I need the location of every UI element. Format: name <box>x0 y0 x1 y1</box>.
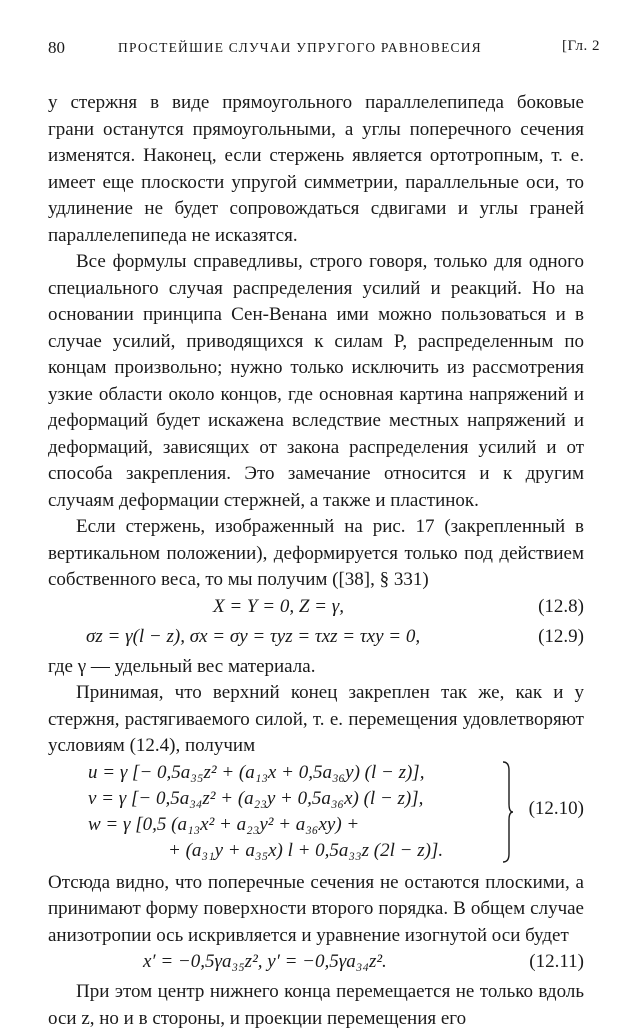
paragraph-1: у стержня в виде прямоугольного параллелепипеда боковые грани останутся прямоугольными, а углы поперечного сечения изменятся. Наконец, если стержень является ортотропным, т. е. имеет еще плоскости упругой симметрии, параллельные оси, то удлинение не будет сопровождаться сдвигами и углы граней параллелепипеда не исказятся. <box>48 92 584 246</box>
equation-12-8-number: (12.8) <box>538 595 584 617</box>
equation-12-9-expression: σz = γ(l − z), σx = σy = τyz = τxz = τxy = 0, <box>86 625 421 647</box>
page-body <box>48 90 584 1032</box>
right-brace <box>502 760 514 864</box>
equation-12-11-number: (12.11) <box>529 951 584 972</box>
running-header <box>48 38 600 60</box>
paragraph-3: Если стержень, изображенный на рис. 17 (закрепленный в вертикальном положении), деформируется только под действием собственного веса, то мы получим ([38], § 331) <box>48 516 584 590</box>
equation-12-10-number: (12.10) <box>528 797 584 819</box>
equation-12-8-expression: X = Y = 0, Z = γ, <box>213 595 344 617</box>
equation-12-11-expression: x′ = −0,5γa₃₅z², y′ = −0,5γa₃₄z². <box>143 951 387 972</box>
running-title: ПРОСТЕЙШИЕ СЛУЧАИ УПРУГОГО РАВНОВЕСИЯ <box>118 40 482 55</box>
equation-12-9-number: (12.9) <box>538 625 584 647</box>
equation-12-10-line-v: v = γ [− 0,5a₃₄z² + (a₂₃y + 0,5a₃₆x) (l − z)], <box>88 787 424 809</box>
page-number: 80 <box>48 38 65 57</box>
paragraph-5: Принимая, что верхний конец закреплен так же, как и у стержня, растягиваемого силой, т. е. перемещения удовлетворяют условиям (12.4), получим <box>48 682 584 756</box>
equation-12-9 <box>48 624 584 654</box>
equation-12-10-line-continuation: + (a₃₁y + a₃₅x) l + 0,5a₃₃z (2l − z)]. <box>168 839 444 861</box>
equation-12-10-line-u: u = γ [− 0,5a₃₅z² + (a₁₃x + 0,5a₃₆y) (l − z)], <box>88 761 425 783</box>
paragraph-7: При этом центр нижнего конца перемещается не только вдоль оси z, но и в стороны, и проекции перемещения его <box>48 981 584 1029</box>
paragraph-4: где γ — удельный вес материала. <box>48 655 316 677</box>
paragraph-6: Отсюда видно, что поперечные сечения не остаются плоскими, а принимают форму поверхности второго порядка. В общем случае анизотропии ось искривляется и уравнение изогнутой оси будет <box>48 871 584 946</box>
equation-12-8 <box>48 594 584 624</box>
equation-12-11 <box>48 949 584 979</box>
paragraph-2: Все формулы справедливы, строго говоря, только для одного специального случая распределения усилий и реакций. Но на основании принципа Сен-Венана ими можно пользоваться и в случае усилий, приводящихся к силам P, распределенным по концам произвольно; нужно только исключить из рассмотрения узкие области около концов, где основная картина напряжений и деформаций будет искажена вследствие местных напряжений и деформаций, зависящих от закона распределения усилий и от способа закрепления. Это замечание относится и к другим случаям деформации стержней, а также и пластинок. <box>48 251 584 511</box>
chapter-marker: [Гл. 2 <box>561 38 600 54</box>
equation-12-10 <box>48 760 584 870</box>
equation-12-10-line-w: w = γ [0,5 (a₁₃x² + a₂₃y² + a₃₆xy) + <box>88 813 360 835</box>
